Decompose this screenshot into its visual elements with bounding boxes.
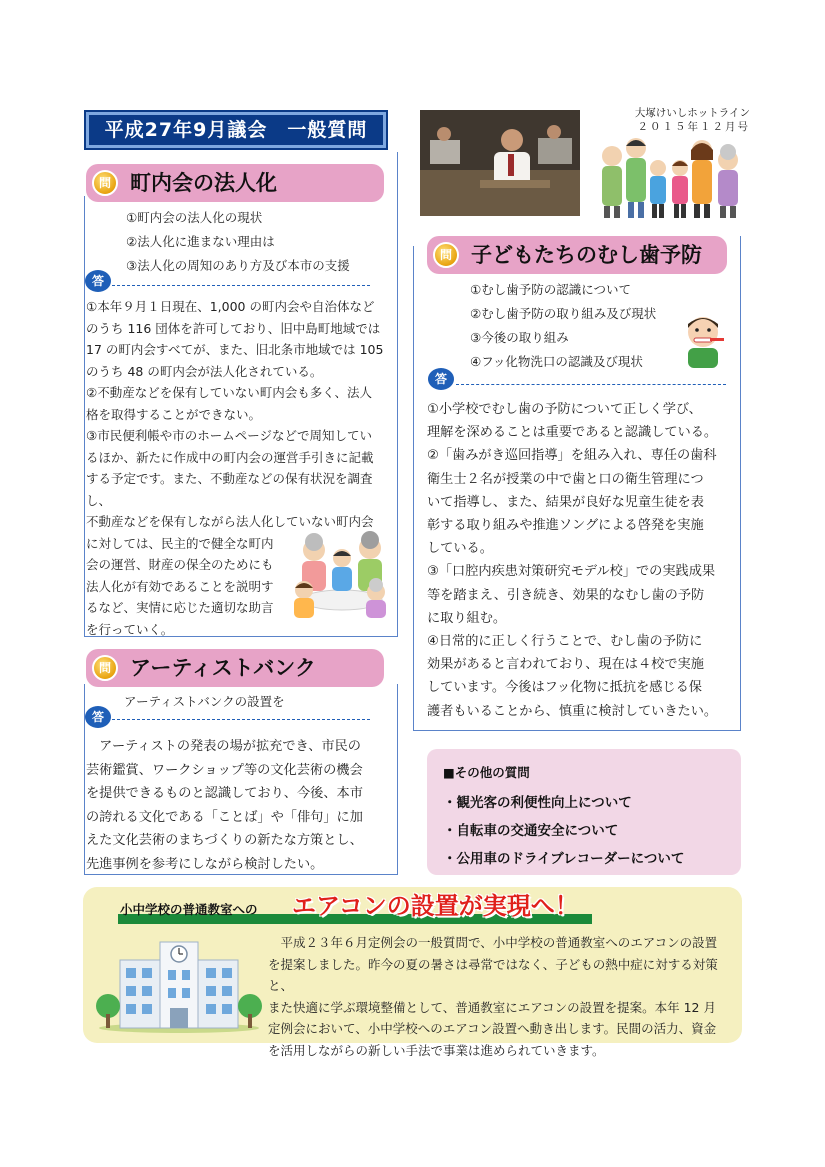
answer-line: 17 の町内会すべてが、また、旧北条市地域では 105 <box>86 342 384 357</box>
question-item: ①町内会の法人化の現状 <box>126 210 263 225</box>
answer-badge: 答 <box>85 270 111 292</box>
answer-line: に対しては、民主的で健全な町内 <box>86 535 274 551</box>
divider <box>397 684 398 874</box>
answer-line: ③「口腔内疾患対策研究モデル校」での実践成果 <box>427 564 716 580</box>
body-line: 定例会において、小中学校へのエアコン設置へ動き出します。民間の活力、資金 <box>268 1021 717 1036</box>
question-item: ①むし歯予防の認識について <box>470 282 631 297</box>
section1-heading <box>86 164 384 202</box>
community-illustration <box>290 530 394 622</box>
divider <box>740 236 741 730</box>
answer-line: 格を取得することができない。 <box>86 406 262 422</box>
answer-line: ③市民便利帳や市のホームページなどで周知してい <box>86 428 372 443</box>
answer-line: 衛生士２名が授業の中で歯と口の衛生管理につ <box>427 471 704 487</box>
question-item: ④フッ化物洗口の認識及び現状 <box>470 354 643 369</box>
dashed-divider <box>112 719 370 720</box>
answer-line: 会の運営、財産の保全のためにも <box>86 557 274 572</box>
other-question-item: ・自転車の交通安全について <box>443 823 619 839</box>
section3-answer <box>427 398 739 723</box>
section2-title: アーティストバンク <box>130 656 316 680</box>
answer-line: ④日常的に正しく行うことで、むし歯の予防に <box>427 634 703 650</box>
aircon-body <box>268 932 732 1061</box>
answer-line: えた文化芸術のまちづくりの新たな方策とし、 <box>86 833 363 848</box>
dashed-divider <box>112 285 370 286</box>
answer-line: に取り組む。 <box>427 610 507 626</box>
body-line: を提案しました。昨今の夏の暑さは尋常ではなく、子どもの熱中症に対する対策と、 <box>268 956 718 993</box>
question-item: ③法人化の周知のあり方及び本市の支援 <box>126 258 350 273</box>
hotline-name: 大塚けいしホットライン <box>634 107 750 119</box>
answer-badge: 答 <box>428 368 454 390</box>
section3-heading <box>427 236 727 274</box>
section2-heading <box>86 649 384 687</box>
answer-line: いて指導し、また、結果が良好な児童生徒を表 <box>427 494 704 510</box>
aircon-banner-title: エアコンの設置が実現へ！ <box>292 892 579 920</box>
page-title: 平成27年9月議会 一般質問 <box>86 112 386 148</box>
hotline-date: ２０１５年１２月号 <box>637 121 750 133</box>
question-item: ②むし歯予防の取り組み及び現状 <box>470 306 657 321</box>
answer-line: している。 <box>427 541 493 557</box>
answer-line: ②不動産などを保有していない町内会も多く、法人 <box>86 385 372 400</box>
answer-line: るなど、実情に応じた適切な助言 <box>86 600 274 615</box>
answer-line: 等を踏まえ、引き続き、効果的なむし歯の予防 <box>427 587 705 603</box>
assembly-photo <box>420 110 580 216</box>
answer-line: 法人化が有効であることを説明す <box>86 578 274 594</box>
answer-line: しています。今後はフッ化物に抵抗を感じる保 <box>427 680 702 696</box>
answer-line: 理解を深めることは重要であると認識している。 <box>427 425 718 441</box>
school-building-illustration <box>96 932 262 1032</box>
question-item: ②法人化に進まない理由は <box>126 234 275 249</box>
answer-line: 効果があると言われており、現在は４校で実施 <box>427 657 704 673</box>
answer-line: ②「歯みがき巡回指導」を組み入れ、専任の歯科 <box>427 448 717 464</box>
question-item: アーティストバンクの設置を <box>124 694 285 709</box>
answer-line: ①本年９月１日現在、1,000 の町内会や自治体など <box>86 299 375 314</box>
section2-answer <box>86 735 392 876</box>
question-badge: 問 <box>433 242 459 268</box>
answer-line: する予定です。また、不動産などの保有状況を調査し、 <box>86 471 373 508</box>
other-questions-box <box>427 749 741 875</box>
answer-line: 護者もいることから、慎重に検討していきたい。 <box>427 703 718 719</box>
aircon-banner-small: 小中学校の普通教室への <box>120 902 258 917</box>
answer-line: のうち 116 団体を許可しており、旧中島町地域では <box>86 320 381 336</box>
question-badge: 問 <box>92 655 118 681</box>
answer-line: 彰する取り組みや推進ソングによる啓発を実施 <box>427 518 704 534</box>
answer-line: 先進事例を参考にしながら検討したい。 <box>86 856 324 872</box>
hotline-header <box>622 106 750 134</box>
family-illustration <box>596 134 744 220</box>
section3-title: 子どもたちのむし歯予防 <box>471 243 702 267</box>
photo-illustration <box>420 110 580 216</box>
body-line: を活用しながらの新しい手法で事業は進められていきます。 <box>268 1042 605 1058</box>
other-question-item: ・観光客の利便性向上について <box>443 795 632 811</box>
section1-questions <box>126 206 396 278</box>
body-line: また快適に学ぶ環境整備として、普通教室にエアコンの設置を提案。本年 12 月 <box>268 999 716 1015</box>
question-item: ③今後の取り組み <box>470 330 569 345</box>
answer-badge: 答 <box>85 706 111 728</box>
toothbrush-kid-illustration <box>680 312 726 370</box>
section2-questions <box>124 690 394 714</box>
section1-title: 町内会の法人化 <box>130 171 277 195</box>
answer-line: を行っていく。 <box>86 621 174 637</box>
divider <box>413 246 414 730</box>
answer-line: 芸術鑑賞、ワークショップ等の文化芸術の機会 <box>86 762 363 778</box>
divider <box>84 196 85 636</box>
answer-line: ①小学校でむし歯の予防について正しく学び、 <box>427 402 702 417</box>
body-line: 平成２３年６月定例会の一般質問で、小中学校の普通教室へのエアコンの設置 <box>268 935 718 950</box>
question-badge: 問 <box>92 170 118 196</box>
answer-line: の誇れる文化である「ことば」や「俳句」に加 <box>86 809 363 825</box>
answer-line: 不動産などを保有しながら法人化していない町内会 <box>86 514 374 529</box>
dashed-divider <box>456 384 726 385</box>
divider <box>413 730 741 731</box>
divider <box>397 152 398 637</box>
answer-line: アーティストの発表の場が拡充でき、市民の <box>86 739 361 754</box>
section3-questions <box>470 278 690 374</box>
answer-line: のうち 48 の町内会が法人化されている。 <box>86 363 323 379</box>
other-questions-heading: ■その他の質問 <box>443 765 530 780</box>
answer-line: るほか、新たに作成中の町内会の運営手引きに記載 <box>86 449 374 465</box>
answer-line: を提供できるものと認識しており、今後、本市 <box>86 786 363 801</box>
other-question-item: ・公用車のドライブレコーダーについて <box>443 851 685 867</box>
